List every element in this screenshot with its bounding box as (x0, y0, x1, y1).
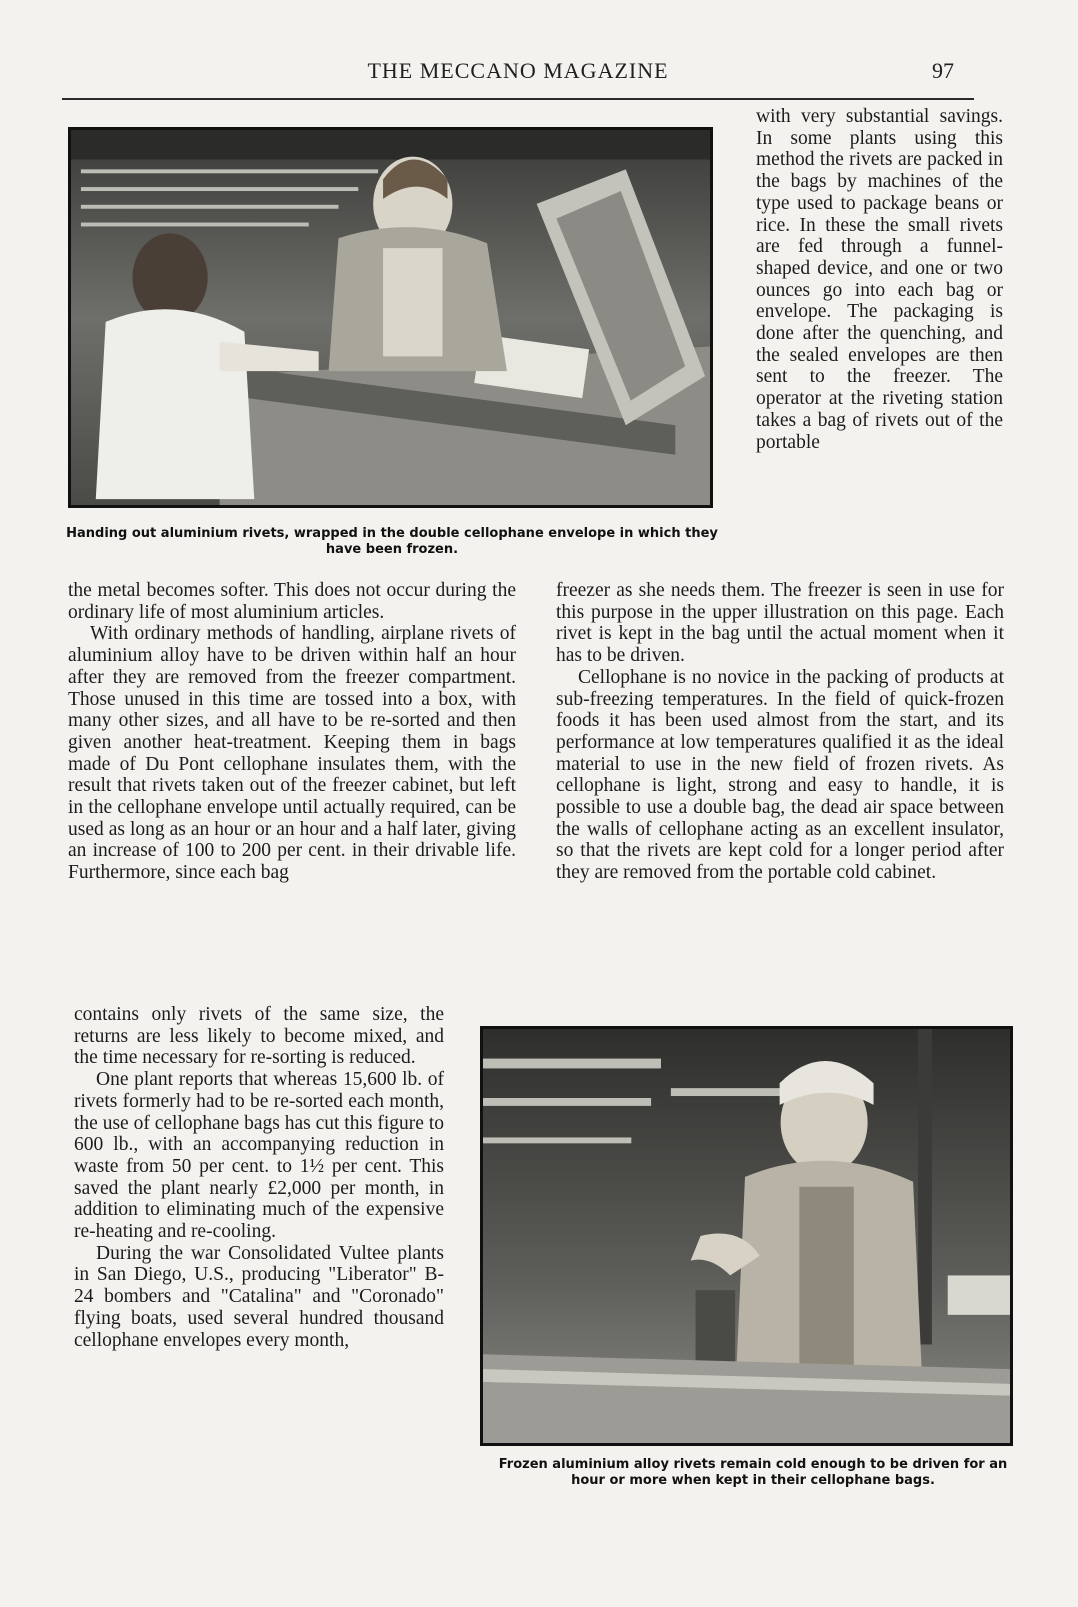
bottom-photo-caption: Frozen aluminium alloy rivets remain cold enough to be driven for an hour or more when kept in their cellophane bags. (498, 1457, 1008, 1488)
article-paragraph: Cellophane is no novice in the packing of products at sub-freezing temperatures. In the field of quick-frozen foods it has been used almost from the start, and its performance at low temperatures qualified it as the ideal material to use in the new field of frozen rivets. As cellophane is light, strong and easy to handle, it is possible to use a double bag, the dead air space between the walls of cellophane acting as an excellent insulator, so that the rivets are kept cold for a longer period after they are removed from the portable cold cabinet. (556, 666, 1004, 884)
article-paragraph: During the war Consolidated Vultee plants in San Diego, U.S., producing "Liberator" B-24 bombers and "Catalina" and "Coronado" flying boats, used several hundred thousand cellophane envelopes every month, (74, 1242, 444, 1351)
article-column-left-mid (68, 580, 516, 884)
article-paragraph: with very substantial savings. In some plants using this method the rivets are packed in the bags by machines of the type used to package beans or rice. In these the small rivets are fed through a funnel-shaped device, and one or two ounces go into each bag or envelope. The packaging is done after the quenching, and the sealed envelopes are then sent to the freezer. The operator at the riveting station takes a bag of rivets out of the portable (756, 106, 1003, 453)
bottom-photo (480, 1026, 1013, 1446)
top-photo (68, 127, 713, 508)
article-column-right-mid (556, 580, 1004, 884)
page-header (62, 52, 974, 100)
article-paragraph: contains only rivets of the same size, the returns are less likely to become mixed, and the time necessary for re-sorting is reduced. (74, 1004, 444, 1069)
article-paragraph: freezer as she needs them. The freezer is seen in use for this purpose in the upper illustration on this page. Each rivet is kept in the bag until the actual moment when it has to be driven. (556, 580, 1004, 667)
top-photo-caption: Handing out aluminium rivets, wrapped in the double cellophane envelope in which they have been frozen. (66, 526, 718, 557)
magazine-title: THE MECCANO MAGAZINE (367, 58, 669, 83)
page-number: 97 (932, 58, 954, 83)
article-paragraph: the metal becomes softer. This does not occur during the ordinary life of most aluminium articles. (68, 580, 516, 623)
article-column-right-top (756, 106, 1003, 453)
article-column-left-bottom (74, 1004, 444, 1351)
article-paragraph: With ordinary methods of handling, airplane rivets of aluminium alloy have to be driven within half an hour after they are removed from the freezer compartment. Those unused in this time are tossed into a box, with many other sizes, and all have to be re-sorted and then given another heat-treatment. Keeping them in bags made of Du Pont cellophane insulates them, with the result that rivets taken out of the freezer cabinet, but left in the cellophane envelope until actually required, can be used as long as an hour or an hour and a half later, giving an increase of 100 to 200 per cent. in their drivable life. Furthermore, since each bag (68, 623, 516, 884)
article-paragraph: One plant reports that whereas 15,600 lb. of rivets formerly had to be re-sorted each month, the use of cellophane bags has cut this figure to 600 lb., with an accompanying reduction in waste from 50 per cent. to 1½ per cent. This saved the plant nearly £2,000 per month, in addition to eliminating much of the expensive re-heating and re-cooling. (74, 1069, 444, 1243)
